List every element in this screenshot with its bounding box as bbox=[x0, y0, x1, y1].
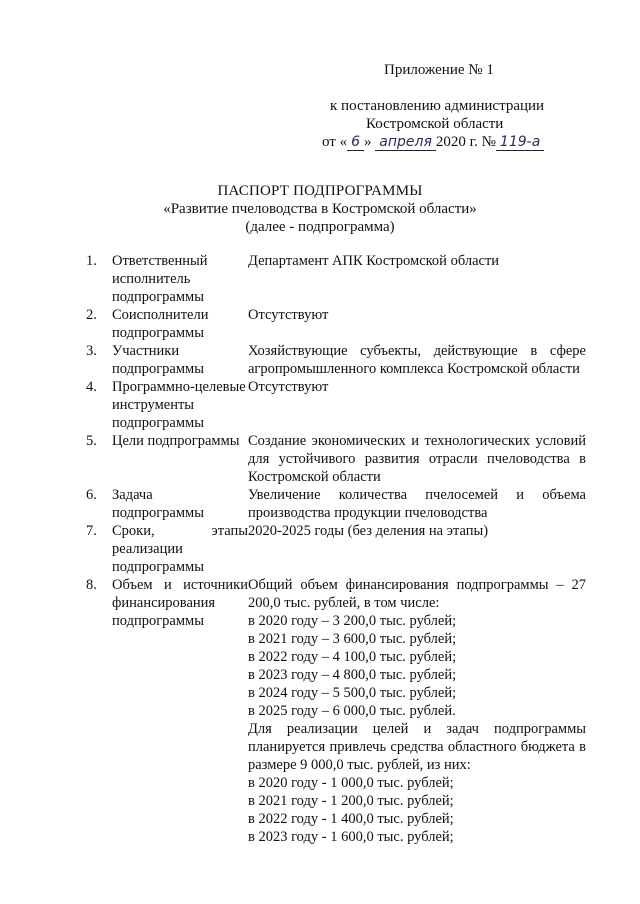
row-label: Сроки, этапы реализации подпрограммы bbox=[112, 523, 248, 575]
passport-subtitle: «Развитие пчеловодства в Костромской области» bbox=[163, 201, 477, 217]
row-number: 4. bbox=[86, 379, 97, 395]
passport-table bbox=[86, 252, 586, 846]
table-row bbox=[86, 522, 586, 576]
funding-regional-year: в 2023 году - 1 600,0 тыс. рублей; bbox=[248, 829, 454, 845]
funding-regional-intro: Для реализации целей и задач подпрограммы планируется привлечь средства областного бюджета в размере 9 000,0 тыс. рублей, из них: bbox=[248, 721, 586, 773]
row-label: Цели подпрограммы bbox=[112, 433, 240, 449]
passport-note: (далее - подпрограмма) bbox=[245, 219, 395, 235]
row-value: Увеличение количества пчелосемей и объема производства продукции пчеловодства bbox=[248, 487, 586, 521]
date-prefix: от « bbox=[322, 134, 348, 150]
appendix-number: Приложение № 1 bbox=[384, 62, 494, 78]
table-row bbox=[86, 252, 586, 306]
appendix-region: Костромской области bbox=[366, 116, 504, 132]
table-row bbox=[86, 378, 586, 432]
row-number: 5. bbox=[86, 433, 97, 449]
table-row bbox=[86, 576, 586, 846]
row-label: Программно-целевые инструменты подпрограммы bbox=[112, 379, 246, 431]
row-number: 2. bbox=[86, 307, 97, 323]
row-value: Создание экономических и технологических условий для устойчивого развития отрасли пчеловодства в Костромской области bbox=[248, 433, 586, 485]
row-label: Задача подпрограммы bbox=[112, 487, 204, 521]
row-number: 3. bbox=[86, 343, 97, 359]
date-mid: » bbox=[364, 134, 372, 150]
row-value: Хозяйствующие субъекты, действующие в сфере агропромышленного комплекса Костромской области bbox=[248, 343, 586, 377]
row-label: Соисполнители подпрограммы bbox=[112, 307, 209, 341]
table-row bbox=[86, 486, 586, 522]
row-value: Отсутствуют bbox=[248, 379, 329, 395]
date-month: апреля bbox=[375, 134, 436, 151]
funding-total-year: в 2025 году – 6 000,0 тыс. рублей. bbox=[248, 703, 456, 719]
funding-regional-year: в 2022 году - 1 400,0 тыс. рублей; bbox=[248, 811, 454, 827]
appendix-date-line bbox=[322, 134, 544, 151]
appendix-to-decree: к постановлению администрации bbox=[330, 98, 545, 114]
row-label: Ответственный исполнитель подпрограммы bbox=[112, 253, 208, 305]
table-row bbox=[86, 342, 586, 378]
funding-cell bbox=[248, 576, 586, 846]
row-value: Отсутствуют bbox=[248, 307, 329, 323]
funding-total-year: в 2023 году – 4 800,0 тыс. рублей; bbox=[248, 667, 457, 683]
funding-regional-year: в 2020 году - 1 000,0 тыс. рублей; bbox=[248, 775, 454, 791]
date-year: 2020 г. № bbox=[435, 134, 496, 150]
row-number: 6. bbox=[86, 487, 97, 503]
row-value: 2020-2025 годы (без деления на этапы) bbox=[248, 523, 489, 539]
row-label: Участники подпрограммы bbox=[112, 343, 204, 377]
funding-total-intro: Общий объем финансирования подпрограммы – 27 200,0 тыс. рублей, в том числе: bbox=[248, 577, 586, 611]
row-number: 1. bbox=[86, 253, 97, 269]
row-number: 7. bbox=[86, 523, 97, 539]
row-value: Департамент АПК Костромской области bbox=[248, 253, 500, 269]
row-label: Объем и источники финансирования подпрограммы bbox=[112, 577, 248, 629]
date-number: 119-а bbox=[496, 134, 544, 151]
funding-total-year: в 2021 году – 3 600,0 тыс. рублей; bbox=[248, 631, 457, 647]
funding-total-year: в 2024 году – 5 500,0 тыс. рублей; bbox=[248, 685, 457, 701]
funding-regional-year: в 2021 году - 1 200,0 тыс. рублей; bbox=[248, 793, 454, 809]
passport-title: ПАСПОРТ ПОДПРОГРАММЫ bbox=[217, 183, 423, 199]
table-row bbox=[86, 306, 586, 342]
funding-total-year: в 2022 году – 4 100,0 тыс. рублей; bbox=[248, 649, 457, 665]
table-row bbox=[86, 432, 586, 486]
row-number: 8. bbox=[86, 577, 97, 593]
date-day: 6 bbox=[347, 134, 364, 151]
funding-total-year: в 2020 году – 3 200,0 тыс. рублей; bbox=[248, 613, 457, 629]
